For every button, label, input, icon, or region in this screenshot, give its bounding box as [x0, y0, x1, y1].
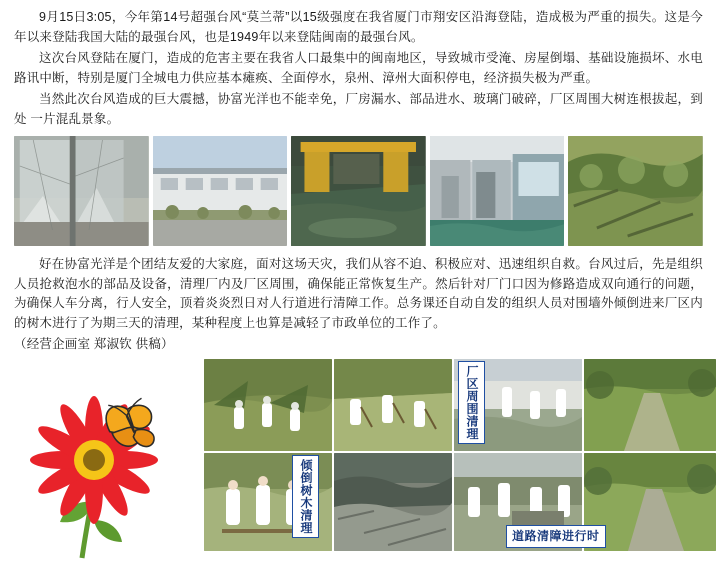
- photo-strip-top: [14, 136, 703, 246]
- label-fallen-trees: 倾倒树木清理: [292, 455, 319, 538]
- label-plant-surroundings: 厂区周围清理: [458, 361, 485, 444]
- paragraph-1: 9月15日3:05，今年第14号超强台风“莫兰蒂”以15级强度在我省厦门市翔安区沿海登陆，造成极为严重的损失。这是今年以来登陆我国大陆的最强台风，也是1949年以来登陆闽南的最强台风。: [14, 10, 703, 44]
- paragraph-4: 好在协富光洋是个团结友爱的大家庭，面对这场天灾，我们从容不迫、积极应对、迅速组织自救。台风过后，先是组织人员抢救泡水的部品及设备，清理厂内及厂区周围，确保能正常恢复生产。然后针对厂门口因为修路造成双向通行的问题，为确保人车分离，行人安全，顶着炎炎烈日对人行道进行清障工作。总务课还自动自发的组织人员对围墙外倾倒进来厂区内的树木进行了为期三天的清理，某种程度上也算是减轻了市政单位的工作了。: [14, 257, 703, 330]
- photo-uprooted-trees-hillside: [568, 136, 703, 246]
- paragraph-3: 当然此次台风造成的巨大震撼，协富光洋也不能幸免，厂房漏水、部品进水、玻璃门破碎，厂区周围大树连根拔起，到处 一片混乱景象。: [14, 92, 703, 126]
- photo-office-interior-water: [430, 136, 565, 246]
- photo-broken-glass-door: [14, 136, 149, 246]
- photo-muddy-road-debris: [334, 453, 452, 551]
- photo-factory-exterior: [153, 136, 288, 246]
- photo-workers-sweeping-yard: [334, 359, 452, 451]
- paragraph-2: 这次台风登陆在厦门，造成的危害主要在我省人口最集中的闽南地区，导致城市受淹、房屋倒塌、基础设施损坏、水电路讯中断，特别是厦门全城电力供应基本瘫痪、全面停水，泉州、漳州大面积停电，经济损失极为严重。: [14, 51, 703, 85]
- photo-cleared-green-path: [584, 359, 716, 451]
- middle-text-block: [14, 255, 703, 355]
- photo-collage-bottom: [14, 359, 703, 554]
- gerbera-flower-with-butterfly-decoration: [20, 370, 195, 560]
- photo-workers-clearing-palm-branches: [204, 359, 332, 451]
- article-credit: （经营企画室 郑淑钦 供稿）: [14, 337, 174, 351]
- photo-flooded-workshop-floor: [291, 136, 426, 246]
- label-road-clearing: 道路清障进行时: [506, 525, 606, 548]
